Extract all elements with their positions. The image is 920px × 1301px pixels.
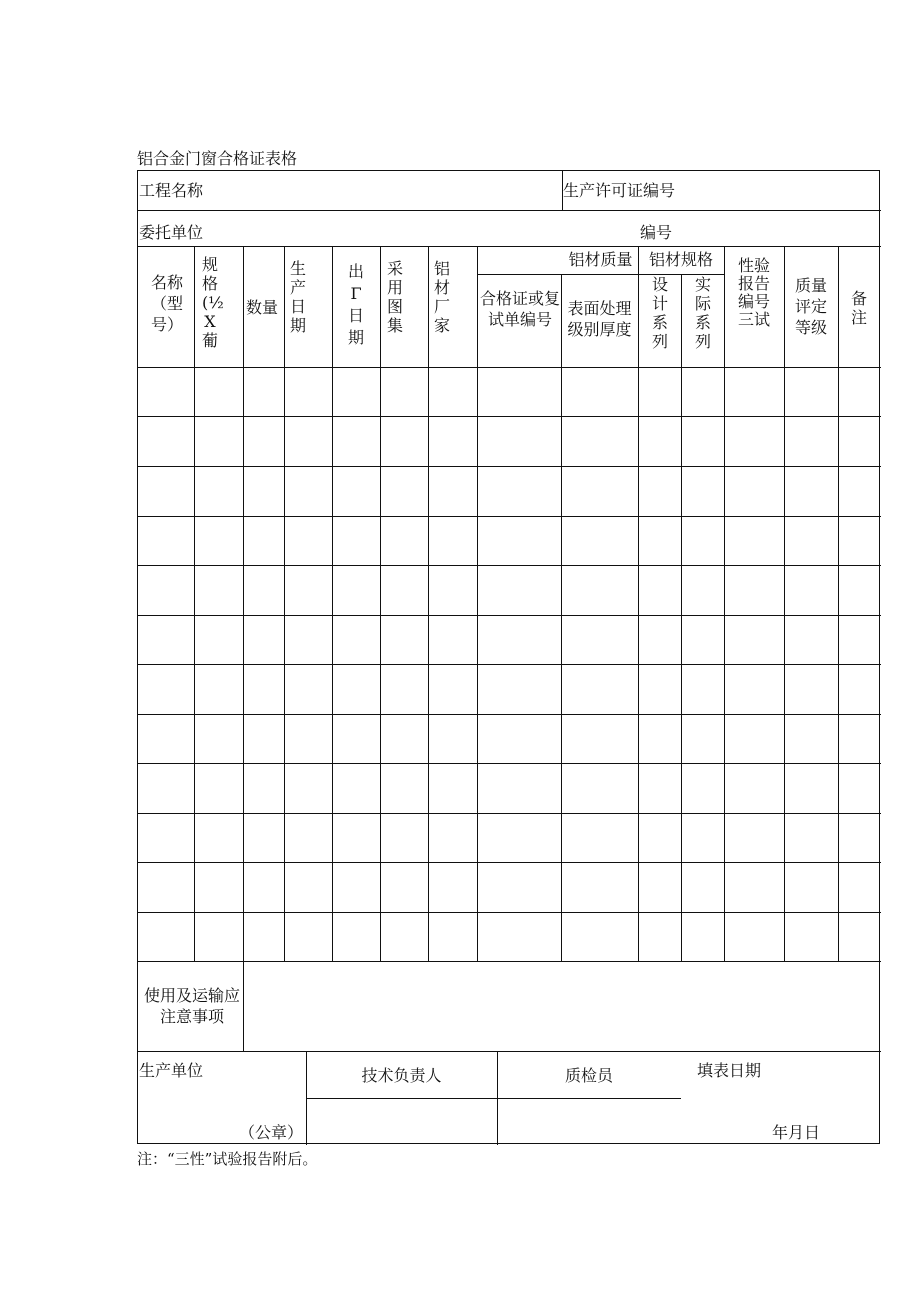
usage-notes-field[interactable] [244,962,880,1050]
seal-label: （公章） [239,1123,304,1142]
row-line [138,367,881,368]
col-line [724,246,725,961]
producer-label: 生产单位 [139,1061,204,1080]
header-surface-treatment: 表面处理级别厚度 [567,299,632,339]
row-line [138,466,881,467]
document-title: 铝合金门窗合格证表格 [137,149,298,168]
col-line [638,246,639,961]
header-test-report [734,257,774,329]
header-out-date [344,261,368,349]
header-quantity: 数量 [246,298,279,317]
header-maker [430,259,454,335]
header-remarks [849,289,869,327]
col-line [477,246,478,961]
header-test-report-text: 性验报告编号三试 [738,256,771,329]
header-maker-text: 铝材厂家 [434,259,451,335]
header-actual-series-text: 实际系列 [695,275,712,351]
license-number-label: 生产许可证编号 [563,181,676,200]
col-line [784,246,785,961]
header-name-model: 名称（型号） [150,273,183,334]
certificate-table [137,170,880,1144]
col-line [681,274,682,961]
header-out-date-text: 出Γ日期 [348,262,365,347]
col-line [243,246,244,1051]
header-sub-line [477,274,724,275]
row-line [138,246,881,247]
row-line [138,1051,881,1052]
header-atlas [383,259,407,335]
col-line [561,274,562,961]
row-line [138,210,881,211]
header-design-series-text: 设计系列 [652,275,669,351]
header-spec-text: 规格(½X葡 [202,255,224,350]
inspector-label: 质检员 [564,1066,613,1085]
footnote: 注：“三性”试验报告附后。 [137,1150,318,1168]
header-quality-grade: 质量评定等级 [794,276,827,337]
row-line [138,862,881,863]
col-line [194,246,195,961]
row-line [138,714,881,715]
header-aluminum-spec: 铝材规格 [648,250,713,269]
header-aluminum-quality: 铝材质量 [568,250,633,269]
col-line [380,246,381,961]
header-actual-series [693,275,713,351]
header-remarks-text: 备注 [851,289,868,327]
header-production-date [286,259,310,335]
header-spec [196,255,224,350]
header-production-date-text: 生产日期 [290,259,307,335]
year-month-day-label: 年月日 [772,1123,821,1142]
row-line [138,664,881,665]
header-design-series [650,275,670,351]
header-cert-number: 合格证或复试单编号 [480,289,561,329]
number-label: 编号 [640,223,673,242]
row-line [138,615,881,616]
row-line [138,565,881,566]
tech-lead-label: 技术负责人 [361,1066,442,1085]
row-line [138,516,881,517]
col-line [284,246,285,961]
signature-line [306,1098,681,1099]
row-line [138,912,881,913]
project-name-label: 工程名称 [139,181,204,200]
header-atlas-text: 采用图集 [387,259,404,335]
col-line [428,246,429,961]
fill-date-label: 填表日期 [697,1061,762,1080]
row-line [138,813,881,814]
client-label: 委托单位 [139,223,204,242]
col-line [332,246,333,961]
usage-notes-label: 使用及运输应注意事项 [144,986,241,1026]
col-line [838,246,839,961]
row-line [138,763,881,764]
row-line [138,416,881,417]
